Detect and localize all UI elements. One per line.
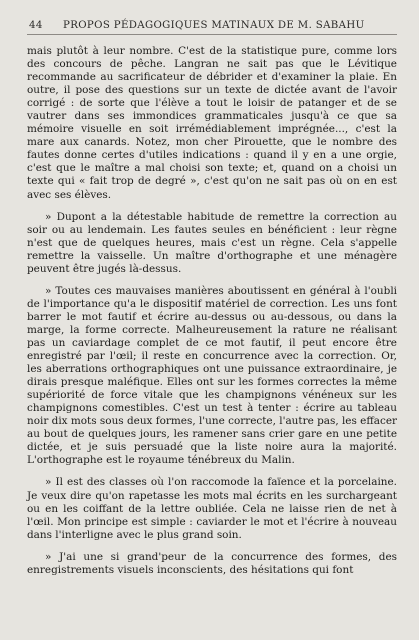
paragraph-2: » Dupont a la détestable habitude de remettre la correction au soir ou au lendemain. Les fautes seules en bénéficient : leur règne n'est que de quelques heures, mais c'est un règne. Cela s'appelle remettre la vaisselle. Un maître d'orthographe et une ménagère peuvent être jugés là-dessus.	[27, 210, 397, 275]
page-number: 44	[29, 20, 43, 31]
running-title: PROPOS PÉDAGOGIQUES MATINAUX DE M. SABAHU	[63, 20, 365, 31]
body-text	[27, 45, 397, 577]
paragraph-1: mais plutôt à leur nombre. C'est de la statistique pure, comme lors des concours de pêche. Langran ne sait pas que le Lévitique recommande au sacrificateur de débrider et d'examiner la plaie. En outre, il pose des questions sur un texte de dictée avant de l'avoir corrigé : de sorte que l'élève a tout le loisir de patanger et de se vautrer dans ses immondices grammaticales jusqu'à ce que sa mémoire visuelle en soit irrémédiablement imprégnée..., c'est la mare aux canards. Notez, mon cher Pirouette, que le nombre des fautes donne certes d'utiles indications : quand il y en a une orgie, c'est que le maître a mal choisi son texte; et, quand on a choisi un texte qui « fait trop de degré », c'est qu'on ne sait pas où on en est avec ses élèves.	[27, 45, 397, 201]
paragraph-5: » J'ai une si grand'peur de la concurrence des formes, des enregistrements visuels inconscients, des hésitations qui font	[27, 550, 397, 576]
paragraph-4: » Il est des classes où l'on raccomode la faïence et la porcelaine. Je veux dire qu'on rapetasse les mots mal écrits en les surchargeant ou en les coiffant de la lettre oubliée. Cela ne laisse rien de net à l'œil. Mon principe est simple : caviarder le mot et l'écrire à nouveau dans l'interligne avec le plus grand soin.	[27, 476, 397, 541]
paragraph-3: » Toutes ces mauvaises manières aboutissent en général à l'oubli de l'importance qu'a le dispositif matériel de correction. Les uns font barrer le mot fautif et écrire au-dessus ou au-dessous, ou dans la marge, la forme correcte. Malheureusement la rature ne réalisant pas un caviardage complet de ce mot fautif, il peut encore être enregistré par l'œil; il reste en concurrence avec la correction. Or, les aberrations orthographiques ont une puissance extraordinaire, je dirais presque maléfique. Elles ont sur les formes correctes la même supériorité de force vitale que les champignons vénéneux sur les champignons comestibles. C'est un test à tenter : écrire au tableau noir dix mots sous deux formes, l'une correcte, l'autre pas, les effacer au bout de quelques jours, les ramener sans crier gare en une petite dictée, et je suis persuadé que la liste noire aura la majorité. L'orthographe est le royaume ténébreux du Malin.	[27, 284, 397, 467]
page-header	[27, 20, 397, 35]
